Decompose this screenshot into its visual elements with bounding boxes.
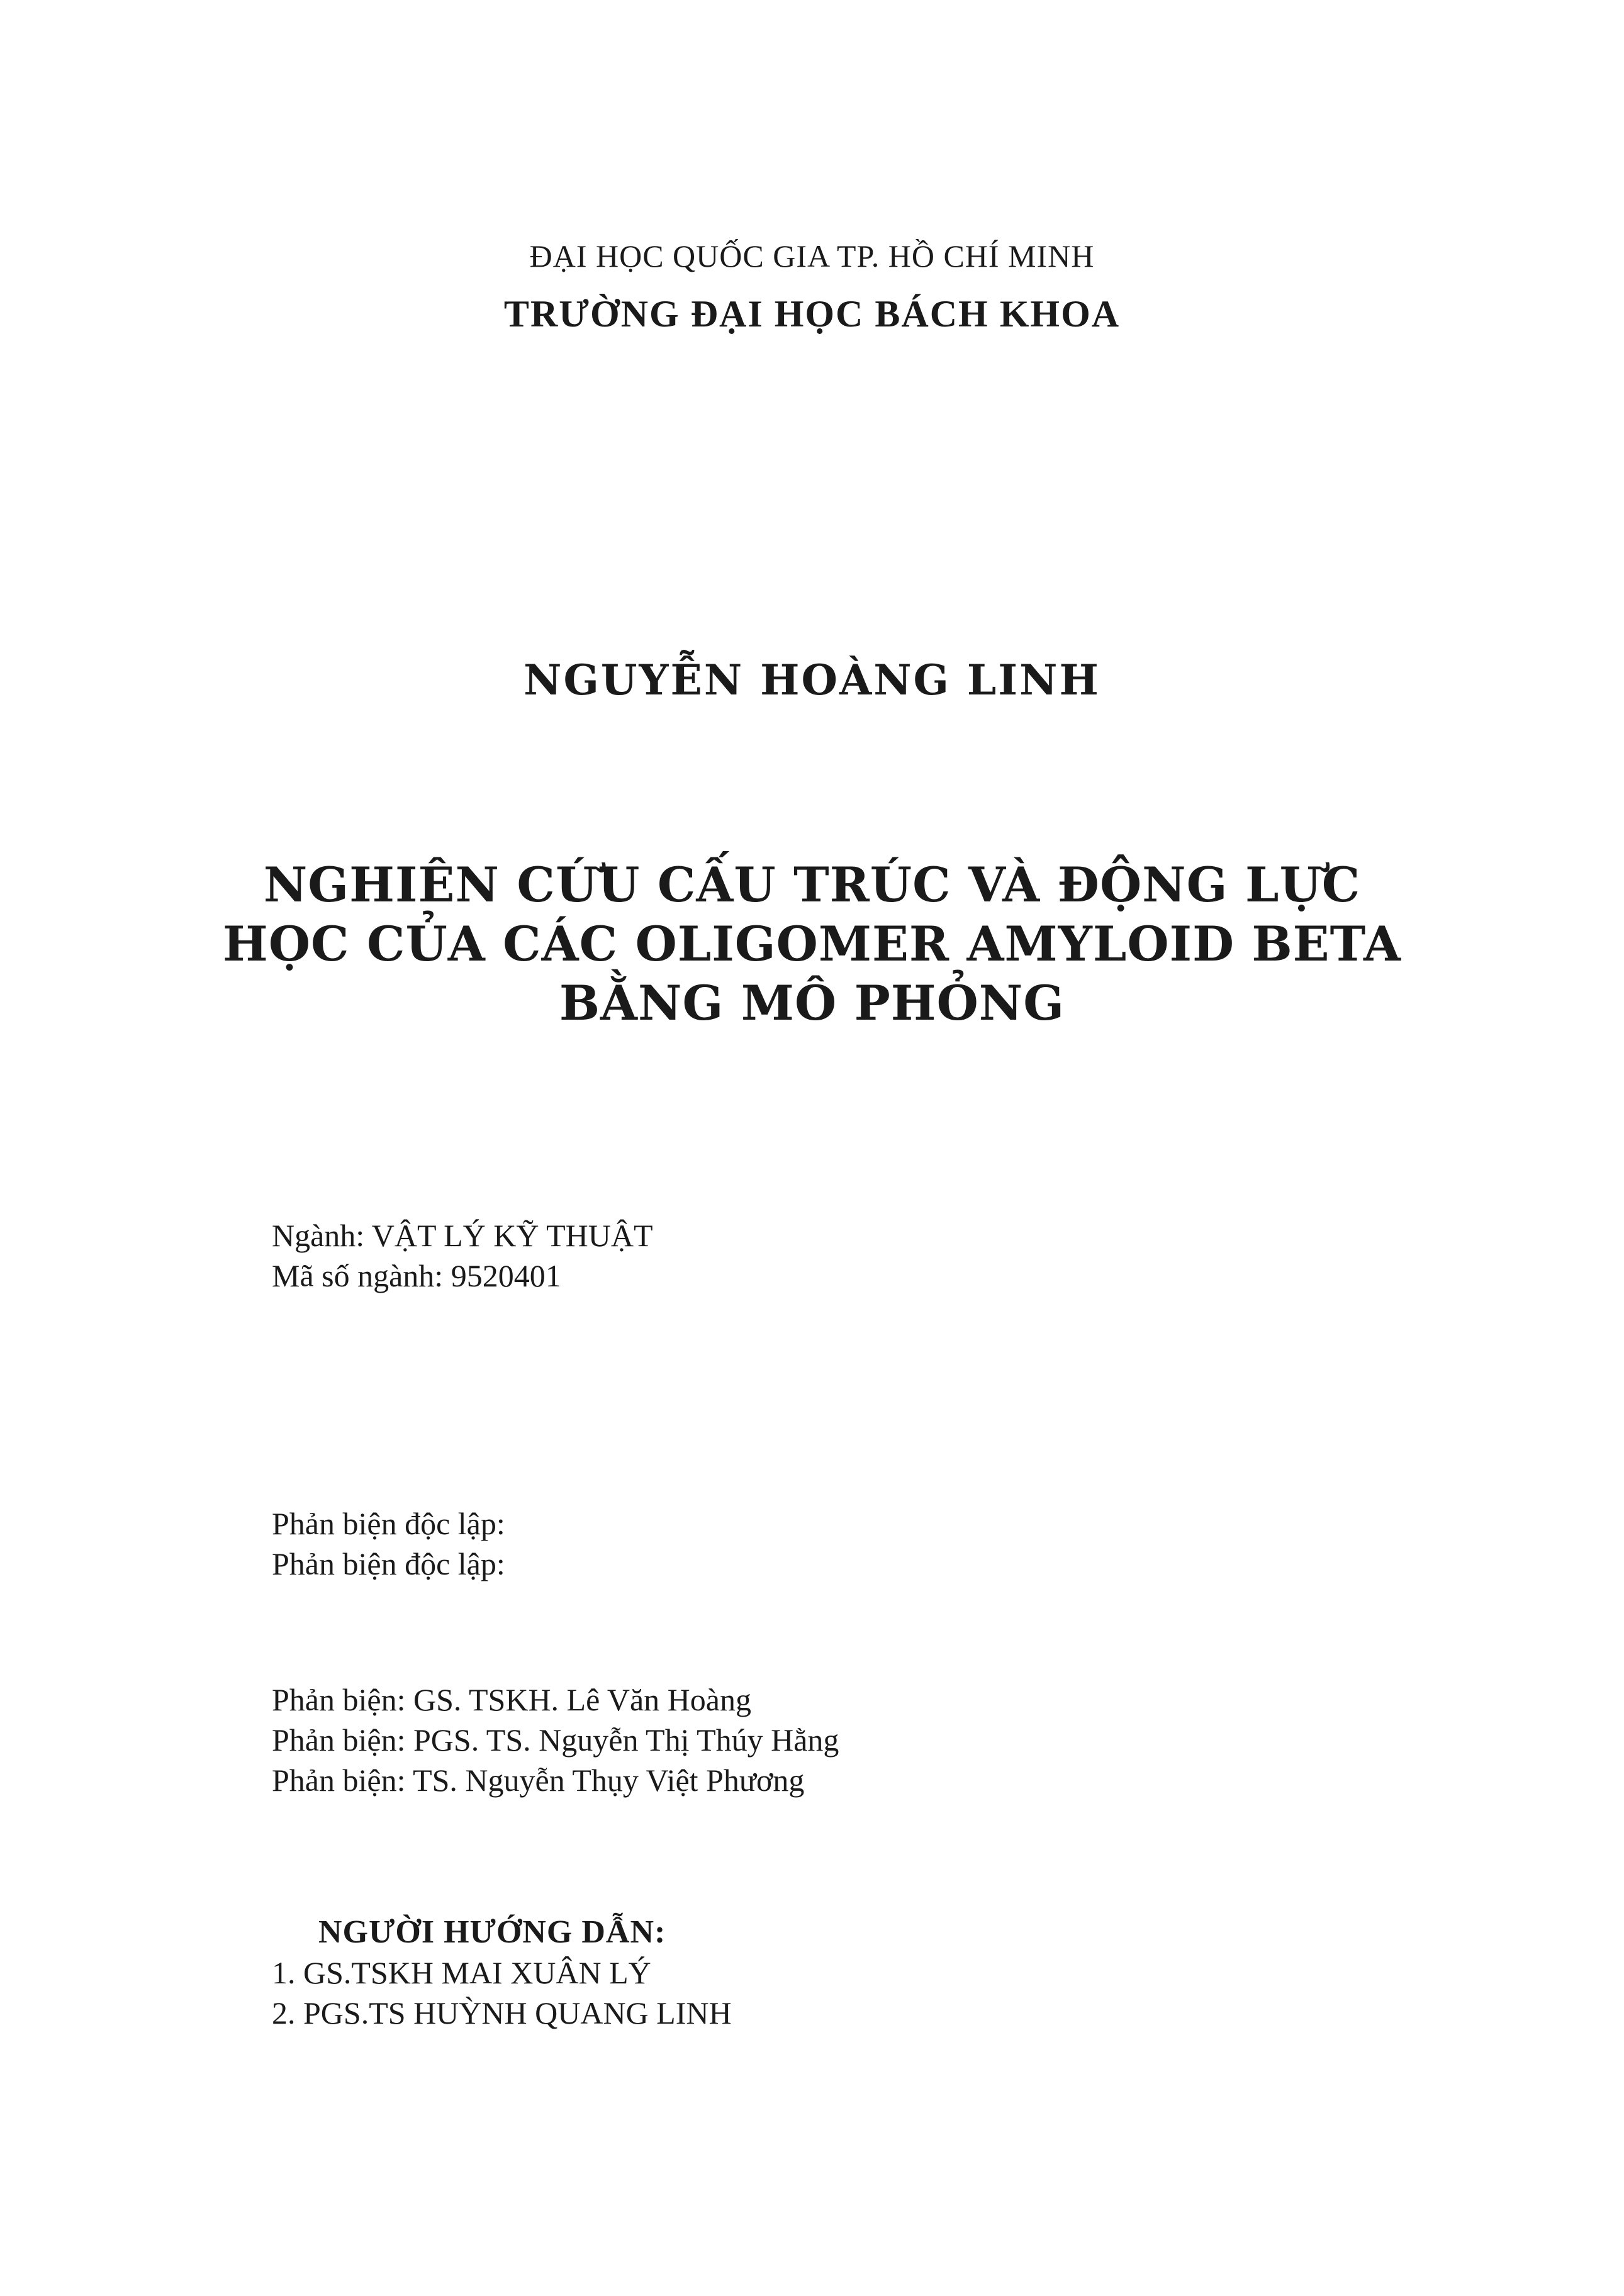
reviewer-2: Phản biện: PGS. TS. Nguyễn Thị Thúy Hằng [272,1722,839,1758]
independent-reviewers [272,1503,505,1584]
reviewer-3: Phản biện: TS. Nguyễn Thụy Việt Phương [272,1763,805,1798]
reviewers [272,1680,839,1800]
thesis-title-line-2: HỌC CỦA CÁC OLIGOMER AMYLOID BETA [223,916,1401,972]
major-info [272,1215,653,1296]
independent-reviewer-2: Phản biện độc lập: [272,1546,505,1581]
advisors [272,1912,732,2033]
thesis-title [0,855,1624,1033]
advisor-1: 1. GS.TSKH MAI XUÂN LÝ [272,1955,651,1990]
university-name: ĐẠI HỌC QUỐC GIA TP. HỒ CHÍ MINH [529,238,1095,274]
major-code: Mã số ngành: 9520401 [272,1258,561,1293]
major-name: Ngành: VẬT LÝ KỸ THUẬT [272,1218,653,1253]
faculty-name: TRƯỜNG ĐẠI HỌC BÁCH KHOA [503,293,1121,335]
thesis-title-line-3: BẰNG MÔ PHỎNG [559,975,1065,1031]
author-name: NGUYỄN HOÀNG LINH [524,655,1100,705]
advisors-heading: NGƯỜI HƯỚNG DẪN: [318,1914,666,1950]
reviewer-1: Phản biện: GS. TSKH. Lê Văn Hoàng [272,1682,751,1717]
independent-reviewer-1: Phản biện độc lập: [272,1506,505,1541]
thesis-title-line-1: NGHIÊN CỨU CẤU TRÚC VÀ ĐỘNG LỰC [263,857,1361,913]
advisor-2: 2. PGS.TS HUỲNH QUANG LINH [272,1995,732,2031]
